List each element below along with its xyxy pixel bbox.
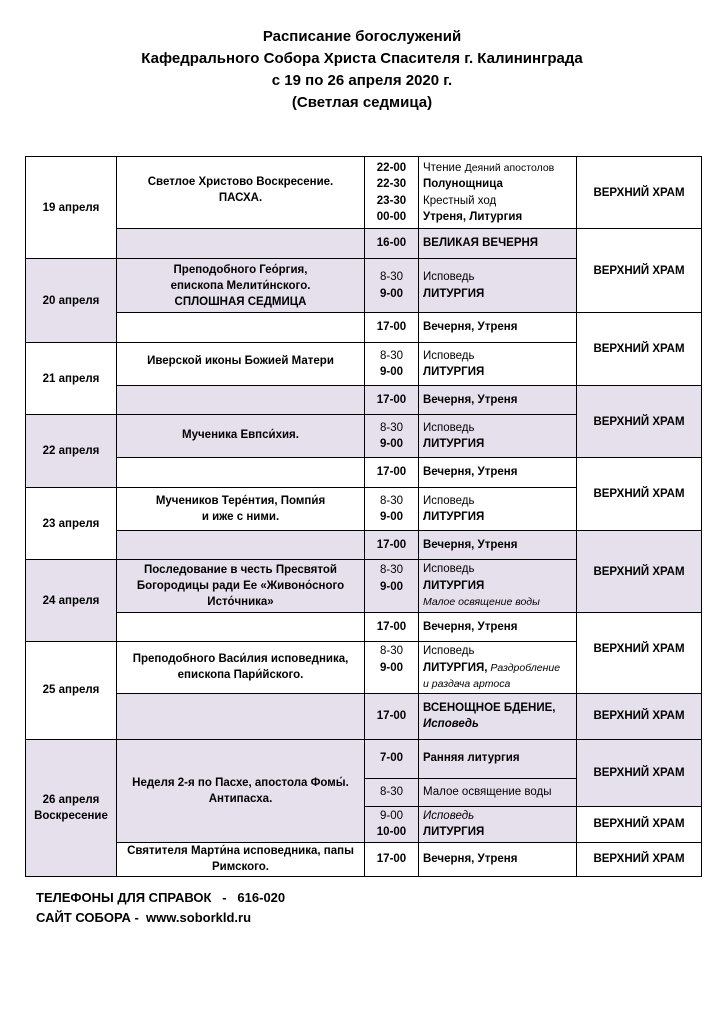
time-value: 8-30 — [379, 645, 404, 657]
feast-line: Римского. — [212, 861, 269, 873]
service-text: ЛИТУРГИЯ — [423, 438, 485, 450]
time-cell — [365, 415, 419, 458]
temple-cell: ВЕРХНИЙ ХРАМ — [577, 313, 702, 386]
feast-line: Преподобного Васи́лия исповедника, — [132, 653, 349, 665]
service-cell: ВЕЛИКАЯ ВЕЧЕРНЯ — [419, 229, 577, 259]
table-row — [26, 157, 702, 229]
service-cell — [419, 343, 577, 386]
feast-line: Исто́чника» — [207, 596, 274, 608]
date-line: 26 апреля — [42, 793, 100, 806]
date-cell: 24 апреля — [26, 560, 117, 642]
time-value: 8-30 — [379, 564, 404, 576]
time-value: 9-00 — [379, 661, 404, 674]
feast-line: и иже с ними. — [201, 511, 280, 523]
time-value: 9-00 — [379, 287, 404, 300]
service-cell: Ранняя литургия — [419, 739, 577, 778]
time-cell: 7-00 — [365, 739, 419, 778]
service-cell: Малое освящение воды — [419, 778, 577, 806]
service-cell — [419, 488, 577, 531]
service-cell — [419, 415, 577, 458]
table-row — [26, 458, 702, 488]
service-cell — [419, 560, 577, 613]
temple-cell: ВЕРХНИЙ ХРАМ — [577, 613, 702, 694]
service-cell — [419, 259, 577, 313]
feast-cell — [117, 613, 365, 642]
feast-cell — [117, 560, 365, 613]
time-cell: 17-00 — [365, 458, 419, 488]
time-cell: 17-00 — [365, 693, 419, 739]
service-cell: Вечерня, Утреня — [419, 458, 577, 488]
temple-cell: ВЕРХНИЙ ХРАМ — [577, 693, 702, 739]
feast-line: епископа Мелити́нского. — [170, 279, 311, 292]
time-cell: 8-30 — [365, 778, 419, 806]
title-line-3: с 19 по 26 апреля 2020 г. — [271, 72, 453, 89]
feast-cell — [117, 386, 365, 415]
page-title — [0, 26, 724, 114]
time-cell: 17-00 — [365, 531, 419, 560]
feast-line: СПЛОШНАЯ СЕДМИЦА — [174, 295, 307, 308]
feast-line: Богородицы ради Ее «Живоно́сного — [136, 580, 345, 592]
service-cell: Вечерня, Утреня — [419, 531, 577, 560]
service-text: Исповедь — [423, 271, 475, 283]
feast-cell — [117, 415, 365, 458]
time-value: 9-00 — [379, 809, 404, 822]
feast-cell — [117, 531, 365, 560]
time-value: 00-00 — [376, 211, 407, 223]
service-text: Исповедь — [423, 494, 475, 507]
time-cell — [365, 806, 419, 842]
time-value: 22-00 — [376, 161, 407, 174]
temple-cell: ВЕРХНИЙ ХРАМ — [577, 531, 702, 613]
service-cell — [419, 806, 577, 842]
schedule-table — [25, 156, 702, 877]
service-text: ЛИТУРГИЯ — [423, 366, 485, 378]
table-row — [26, 229, 702, 259]
service-text: Исповедь — [423, 645, 475, 657]
service-cell — [419, 693, 577, 739]
service-cell — [419, 157, 577, 229]
table-row — [26, 386, 702, 415]
table-row — [26, 842, 702, 876]
feast-line: ПАСХА. — [218, 191, 263, 204]
feast-cell — [117, 488, 365, 531]
title-line-2: Кафедрального Собора Христа Спасителя г. Калининграда — [141, 50, 583, 67]
feast-line: Последование в честь Пресвятой — [144, 564, 337, 576]
title-line-4: (Светлая седмица) — [291, 94, 433, 111]
time-value: 8-30 — [379, 421, 404, 434]
service-text-part: Деяний апостолов — [464, 161, 555, 174]
time-cell — [365, 157, 419, 229]
time-cell — [365, 560, 419, 613]
feast-cell — [117, 642, 365, 694]
feast-line: Мученика Евпси́хия. — [182, 429, 299, 441]
time-cell: 17-00 — [365, 842, 419, 876]
time-cell — [365, 343, 419, 386]
time-value: 23-30 — [376, 194, 407, 207]
service-cell: Вечерня, Утреня — [419, 386, 577, 415]
table-row — [26, 739, 702, 778]
footer — [36, 888, 285, 928]
feast-cell — [117, 157, 365, 229]
time-cell: 17-00 — [365, 386, 419, 415]
feast-line: Преподобного Гео́ргия, — [173, 263, 308, 276]
service-text: Исповедь — [423, 563, 475, 576]
time-cell: 16-00 — [365, 229, 419, 259]
time-value: 9-00 — [379, 511, 404, 523]
service-cell — [419, 642, 577, 694]
service-text: Малое освящение воды — [423, 596, 540, 609]
date-cell: 21 апреля — [26, 343, 117, 415]
table-row — [26, 693, 702, 739]
feast-cell — [117, 343, 365, 386]
time-value: 8-30 — [379, 349, 404, 362]
footer-website: САЙТ СОБОРА - www.soborkld.ru — [36, 910, 252, 925]
date-cell: 20 апреля — [26, 259, 117, 343]
date-cell — [26, 739, 117, 876]
feast-line: Мучеников Тере́нтия, Помпи́я — [155, 495, 326, 507]
service-cell: Вечерня, Утреня — [419, 613, 577, 642]
service-text: Исповедь — [423, 421, 475, 434]
time-cell: 17-00 — [365, 613, 419, 642]
service-text: ЛИТУРГИЯ — [423, 579, 485, 592]
service-text: Утреня, Литургия — [423, 211, 523, 223]
feast-line: Иверской иконы Божией Матери — [147, 355, 334, 367]
time-cell — [365, 488, 419, 531]
service-text: Исповедь — [423, 718, 479, 730]
temple-cell: ВЕРХНИЙ ХРАМ — [577, 739, 702, 806]
feast-line: Святителя Марти́на исповедника, папы — [127, 845, 354, 857]
date-line: Воскресение — [34, 809, 108, 822]
temple-cell: ВЕРХНИЙ ХРАМ — [577, 806, 702, 842]
time-value: 22-30 — [376, 178, 407, 190]
service-text: ЛИТУРГИЯ — [423, 287, 485, 300]
feast-line: епископа Пари́йского. — [177, 669, 304, 681]
service-text-part: Чтение — [423, 161, 465, 174]
feast-cell — [117, 259, 365, 313]
service-cell: Вечерня, Утреня — [419, 842, 577, 876]
temple-cell: ВЕРХНИЙ ХРАМ — [577, 157, 702, 229]
feast-line: Неделя 2-я по Пасхе, апостола Фомы́. — [132, 776, 349, 789]
date-cell: 25 апреля — [26, 642, 117, 740]
time-value: 8-30 — [379, 271, 404, 283]
service-text-part: Раздробление — [487, 661, 561, 674]
table-row — [26, 531, 702, 560]
feast-cell — [117, 739, 365, 842]
table-row — [26, 613, 702, 642]
time-cell — [365, 259, 419, 313]
feast-line: Антипасха. — [208, 792, 273, 805]
service-text: ЛИТУРГИЯ — [423, 826, 485, 838]
service-text: Исповедь — [423, 349, 475, 362]
time-value: 9-00 — [379, 438, 404, 450]
service-text: ЛИТУРГИЯ — [423, 511, 485, 523]
service-text: Исповедь — [423, 809, 475, 822]
feast-cell — [117, 693, 365, 739]
feast-cell — [117, 229, 365, 259]
time-value: 9-00 — [379, 366, 404, 378]
service-text — [423, 660, 573, 677]
service-cell: Вечерня, Утреня — [419, 313, 577, 343]
temple-cell: ВЕРХНИЙ ХРАМ — [577, 842, 702, 876]
date-cell: 23 апреля — [26, 488, 117, 560]
time-cell — [365, 642, 419, 694]
temple-cell: ВЕРХНИЙ ХРАМ — [577, 229, 702, 313]
footer-phone: ТЕЛЕФОНЫ ДЛЯ СПРАВОК - 616-020 — [36, 890, 286, 905]
service-text: и раздача артоса — [423, 678, 511, 690]
feast-cell — [117, 313, 365, 343]
title-line-1: Расписание богослужений — [262, 28, 462, 45]
temple-cell: ВЕРХНИЙ ХРАМ — [577, 386, 702, 458]
feast-cell — [117, 458, 365, 488]
service-text: ВСЕНОЩНОЕ БДЕНИЕ, — [423, 701, 556, 714]
date-cell: 22 апреля — [26, 415, 117, 488]
date-cell: 19 апреля — [26, 157, 117, 259]
service-text-part: ЛИТУРГИЯ, — [423, 661, 488, 674]
feast-cell — [117, 842, 365, 876]
feast-line: Светлое Христово Воскресение. — [147, 175, 334, 188]
service-text: Полунощница — [423, 178, 503, 190]
time-value: 10-00 — [376, 826, 407, 838]
time-value: 9-00 — [379, 580, 404, 593]
service-text: Крестный ход — [423, 194, 497, 207]
time-value: 8-30 — [379, 494, 404, 507]
time-cell: 17-00 — [365, 313, 419, 343]
table-row — [26, 313, 702, 343]
service-text — [423, 160, 573, 177]
temple-cell: ВЕРХНИЙ ХРАМ — [577, 458, 702, 531]
